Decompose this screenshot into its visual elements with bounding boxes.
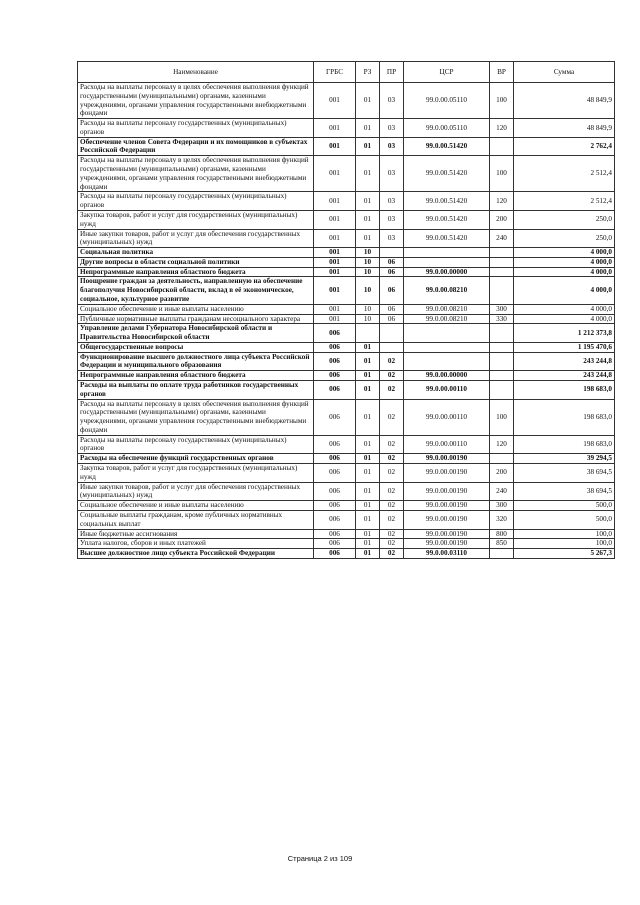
cell-name: Обеспечение членов Совета Федерации и их помощников в субъектах Российской Федерации (78, 137, 314, 156)
table-row (78, 192, 615, 211)
cell-pr: 02 (380, 464, 404, 483)
cell-rz (356, 324, 380, 343)
header-sum: Сумма (514, 62, 615, 83)
cell-rz: 01 (356, 435, 380, 454)
cell-sum: 250,0 (514, 210, 615, 229)
cell-rz: 01 (356, 371, 380, 381)
cell-csr: 99.0.00.00000 (404, 371, 490, 381)
cell-grbs: 001 (314, 210, 356, 229)
cell-sum: 198 683,0 (514, 399, 615, 435)
cell-sum: 39 294,5 (514, 454, 615, 464)
cell-name: Социальные выплаты гражданам, кроме публичных нормативных социальных выплат (78, 510, 314, 529)
cell-rz: 01 (356, 83, 380, 119)
cell-pr: 03 (380, 210, 404, 229)
cell-sum: 4 000,0 (514, 267, 615, 277)
table-row (78, 83, 615, 119)
cell-vr: 200 (490, 464, 514, 483)
cell-csr: 99.0.00.00110 (404, 381, 490, 400)
cell-rz: 01 (356, 210, 380, 229)
header-grbs: ГРБС (314, 62, 356, 83)
cell-csr: 99.0.00.51420 (404, 229, 490, 248)
cell-grbs: 001 (314, 257, 356, 267)
header-row (78, 62, 615, 83)
cell-csr (404, 257, 490, 267)
cell-name: Расходы на выплаты персоналу в целях обеспечения выполнения функций государственными (муниципальными) органами, казенными учреждениями, органами управления государственными внебюджетными фондами (78, 156, 314, 192)
table-row (78, 119, 615, 138)
cell-csr: 99.0.00.00190 (404, 529, 490, 539)
cell-vr (490, 277, 514, 304)
cell-grbs: 006 (314, 510, 356, 529)
cell-grbs: 001 (314, 304, 356, 314)
cell-pr: 02 (380, 399, 404, 435)
table-row (78, 267, 615, 277)
cell-grbs: 001 (314, 229, 356, 248)
table-row (78, 501, 615, 511)
cell-sum: 100,0 (514, 539, 615, 549)
table-row (78, 454, 615, 464)
cell-csr: 99.0.00.00110 (404, 399, 490, 435)
cell-grbs: 006 (314, 529, 356, 539)
cell-rz: 10 (356, 277, 380, 304)
cell-grbs: 006 (314, 352, 356, 371)
cell-rz: 01 (356, 229, 380, 248)
cell-grbs: 001 (314, 119, 356, 138)
table-row (78, 324, 615, 343)
cell-pr: 06 (380, 304, 404, 314)
cell-grbs: 001 (314, 192, 356, 211)
header-rz: РЗ (356, 62, 380, 83)
cell-grbs: 006 (314, 454, 356, 464)
cell-rz: 01 (356, 342, 380, 352)
cell-csr (404, 324, 490, 343)
cell-vr: 300 (490, 501, 514, 511)
cell-rz: 01 (356, 399, 380, 435)
cell-csr: 99.0.00.51420 (404, 210, 490, 229)
cell-rz: 01 (356, 137, 380, 156)
cell-rz: 10 (356, 248, 380, 258)
table-row (78, 399, 615, 435)
cell-pr: 02 (380, 529, 404, 539)
header-vr: ВР (490, 62, 514, 83)
cell-vr (490, 352, 514, 371)
cell-csr: 99.0.00.51420 (404, 156, 490, 192)
table-row (78, 352, 615, 371)
table-row (78, 156, 615, 192)
table-row (78, 304, 615, 314)
cell-sum: 243 244,8 (514, 352, 615, 371)
cell-rz: 01 (356, 539, 380, 549)
cell-name: Социальная политика (78, 248, 314, 258)
cell-name: Общегосударственные вопросы (78, 342, 314, 352)
cell-csr: 99.0.00.05110 (404, 119, 490, 138)
cell-pr: 02 (380, 454, 404, 464)
cell-vr: 100 (490, 156, 514, 192)
cell-grbs: 001 (314, 83, 356, 119)
cell-vr: 330 (490, 314, 514, 324)
cell-grbs: 006 (314, 381, 356, 400)
cell-sum: 48 849,9 (514, 119, 615, 138)
cell-csr: 99.0.00.08210 (404, 304, 490, 314)
cell-rz: 01 (356, 454, 380, 464)
cell-sum: 4 000,0 (514, 277, 615, 304)
cell-csr: 99.0.00.51420 (404, 192, 490, 211)
cell-vr: 800 (490, 529, 514, 539)
cell-name: Иные бюджетные ассигнования (78, 529, 314, 539)
cell-rz: 01 (356, 352, 380, 371)
cell-grbs: 001 (314, 248, 356, 258)
cell-vr: 100 (490, 399, 514, 435)
cell-csr: 99.0.00.00000 (404, 267, 490, 277)
cell-rz: 01 (356, 510, 380, 529)
cell-sum: 48 849,9 (514, 83, 615, 119)
cell-grbs: 006 (314, 435, 356, 454)
cell-rz: 10 (356, 314, 380, 324)
cell-pr: 03 (380, 137, 404, 156)
cell-grbs: 001 (314, 137, 356, 156)
cell-vr (490, 454, 514, 464)
cell-pr: 02 (380, 501, 404, 511)
page-number: Страница 2 из 109 (287, 854, 353, 863)
cell-pr: 03 (380, 119, 404, 138)
cell-csr: 99.0.00.00190 (404, 454, 490, 464)
cell-name: Уплата налогов, сборов и иных платежей (78, 539, 314, 549)
cell-name: Расходы на выплаты персоналу государственных (муниципальных) органов (78, 119, 314, 138)
cell-grbs: 001 (314, 267, 356, 277)
cell-sum: 198 683,0 (514, 381, 615, 400)
cell-grbs: 006 (314, 399, 356, 435)
cell-pr: 06 (380, 314, 404, 324)
cell-csr (404, 342, 490, 352)
table-row (78, 257, 615, 267)
cell-rz: 01 (356, 549, 380, 559)
cell-grbs: 006 (314, 539, 356, 549)
cell-grbs: 006 (314, 342, 356, 352)
cell-grbs: 006 (314, 371, 356, 381)
cell-sum: 4 000,0 (514, 314, 615, 324)
header-csr: ЦСР (404, 62, 490, 83)
cell-rz: 01 (356, 119, 380, 138)
cell-pr: 06 (380, 257, 404, 267)
cell-vr: 100 (490, 83, 514, 119)
cell-pr: 02 (380, 482, 404, 501)
cell-csr (404, 248, 490, 258)
cell-vr (490, 371, 514, 381)
cell-vr: 120 (490, 192, 514, 211)
cell-name: Управление делами Губернатора Новосибирской области и Правительства Новосибирской области (78, 324, 314, 343)
cell-grbs: 006 (314, 501, 356, 511)
cell-name: Расходы на выплаты по оплате труда работников государственных органов (78, 381, 314, 400)
cell-pr: 02 (380, 539, 404, 549)
cell-name: Социальное обеспечение и иные выплаты населению (78, 501, 314, 511)
cell-grbs: 001 (314, 277, 356, 304)
cell-csr: 99.0.00.08210 (404, 314, 490, 324)
header-pr: ПР (380, 62, 404, 83)
table-row (78, 482, 615, 501)
cell-vr (490, 342, 514, 352)
cell-csr (404, 352, 490, 371)
cell-rz: 10 (356, 257, 380, 267)
cell-vr (490, 381, 514, 400)
cell-name: Функционирование высшего должностного лица субъекта Российской Федерации и муниципального образования (78, 352, 314, 371)
cell-pr (380, 342, 404, 352)
cell-name: Высшее должностное лицо субъекта Российской Федерации (78, 549, 314, 559)
cell-vr: 850 (490, 539, 514, 549)
header-name: Наименование (78, 62, 314, 83)
cell-vr (490, 257, 514, 267)
cell-vr (490, 248, 514, 258)
cell-name: Расходы на выплаты персоналу государственных (муниципальных) органов (78, 192, 314, 211)
cell-pr: 03 (380, 192, 404, 211)
cell-pr: 03 (380, 83, 404, 119)
cell-vr: 240 (490, 229, 514, 248)
cell-pr (380, 324, 404, 343)
table-row (78, 371, 615, 381)
table-row (78, 277, 615, 304)
cell-pr: 03 (380, 156, 404, 192)
table-row (78, 529, 615, 539)
cell-name: Закупка товаров, работ и услуг для государственных (муниципальных) нужд (78, 210, 314, 229)
cell-sum: 4 000,0 (514, 304, 615, 314)
cell-csr: 99.0.00.03110 (404, 549, 490, 559)
cell-csr: 99.0.00.00110 (404, 435, 490, 454)
table-body (78, 83, 615, 559)
cell-sum: 2 762,4 (514, 137, 615, 156)
cell-grbs: 006 (314, 482, 356, 501)
cell-sum: 500,0 (514, 501, 615, 511)
table-row (78, 435, 615, 454)
cell-name: Непрограммные направления областного бюджета (78, 371, 314, 381)
cell-rz: 10 (356, 304, 380, 314)
cell-sum: 250,0 (514, 229, 615, 248)
cell-sum: 243 244,8 (514, 371, 615, 381)
cell-name: Публичные нормативные выплаты гражданам несоциального характера (78, 314, 314, 324)
cell-vr (490, 549, 514, 559)
cell-pr: 02 (380, 435, 404, 454)
cell-name: Иные закупки товаров, работ и услуг для обеспечения государственных (муниципальных) нужд (78, 482, 314, 501)
table-row (78, 539, 615, 549)
cell-csr: 99.0.00.00190 (404, 539, 490, 549)
cell-vr: 320 (490, 510, 514, 529)
cell-name: Поощрение граждан за деятельность, направленную на обеспечение благополучия Новосибирской области, вклад в её экономическое, социальное, культурное развитие (78, 277, 314, 304)
cell-name: Непрограммные направления областного бюджета (78, 267, 314, 277)
cell-sum: 198 683,0 (514, 435, 615, 454)
cell-rz: 01 (356, 381, 380, 400)
cell-pr: 02 (380, 510, 404, 529)
table-row (78, 342, 615, 352)
cell-name: Расходы на выплаты персоналу в целях обеспечения выполнения функций государственными (муниципальными) органами, казенными учреждениями, органами управления государственными внебюджетными фондами (78, 399, 314, 435)
cell-sum: 2 512,4 (514, 192, 615, 211)
cell-sum: 4 000,0 (514, 248, 615, 258)
cell-vr: 200 (490, 210, 514, 229)
cell-sum: 38 694,5 (514, 464, 615, 483)
table-row (78, 210, 615, 229)
cell-pr: 06 (380, 277, 404, 304)
cell-pr: 02 (380, 549, 404, 559)
cell-grbs: 006 (314, 464, 356, 483)
cell-sum: 38 694,5 (514, 482, 615, 501)
cell-rz: 10 (356, 267, 380, 277)
cell-sum: 1 212 373,8 (514, 324, 615, 343)
table-row (78, 381, 615, 400)
cell-name: Социальное обеспечение и иные выплаты населению (78, 304, 314, 314)
cell-vr: 300 (490, 304, 514, 314)
table-row (78, 137, 615, 156)
cell-rz: 01 (356, 464, 380, 483)
table-row (78, 314, 615, 324)
cell-name: Иные закупки товаров, работ и услуг для обеспечения государственных (муниципальных) нужд (78, 229, 314, 248)
cell-grbs: 006 (314, 324, 356, 343)
cell-sum: 500,0 (514, 510, 615, 529)
table-row (78, 549, 615, 559)
table-row (78, 248, 615, 258)
cell-name: Расходы на обеспечение функций государственных органов (78, 454, 314, 464)
cell-pr: 02 (380, 381, 404, 400)
cell-vr: 120 (490, 119, 514, 138)
cell-grbs: 001 (314, 314, 356, 324)
cell-pr (380, 248, 404, 258)
cell-pr: 02 (380, 352, 404, 371)
cell-vr: 120 (490, 435, 514, 454)
cell-rz: 01 (356, 192, 380, 211)
cell-name: Закупка товаров, работ и услуг для государственных (муниципальных) нужд (78, 464, 314, 483)
cell-csr: 99.0.00.08210 (404, 277, 490, 304)
table-row (78, 229, 615, 248)
cell-sum: 100,0 (514, 529, 615, 539)
cell-sum: 5 267,3 (514, 549, 615, 559)
cell-grbs: 001 (314, 156, 356, 192)
cell-csr: 99.0.00.00190 (404, 510, 490, 529)
cell-csr: 99.0.00.51420 (404, 137, 490, 156)
cell-rz: 01 (356, 501, 380, 511)
cell-sum: 1 195 470,6 (514, 342, 615, 352)
cell-sum: 4 000,0 (514, 257, 615, 267)
cell-vr (490, 324, 514, 343)
cell-pr: 06 (380, 267, 404, 277)
cell-vr (490, 267, 514, 277)
cell-pr: 02 (380, 371, 404, 381)
cell-csr: 99.0.00.00190 (404, 482, 490, 501)
table-row (78, 464, 615, 483)
cell-rz: 01 (356, 156, 380, 192)
cell-pr: 03 (380, 229, 404, 248)
cell-csr: 99.0.00.00190 (404, 501, 490, 511)
cell-name: Расходы на выплаты персоналу государственных (муниципальных) органов (78, 435, 314, 454)
cell-name: Другие вопросы в области социальной политики (78, 257, 314, 267)
cell-rz: 01 (356, 482, 380, 501)
cell-grbs: 006 (314, 549, 356, 559)
cell-csr: 99.0.00.00190 (404, 464, 490, 483)
cell-name: Расходы на выплаты персоналу в целях обеспечения выполнения функций государственными (муниципальными) органами, казенными учреждениями, органами управления государственными внебюджетными фондами (78, 83, 314, 119)
budget-table (77, 61, 615, 559)
cell-rz: 01 (356, 529, 380, 539)
cell-vr (490, 137, 514, 156)
cell-csr: 99.0.00.05110 (404, 83, 490, 119)
cell-vr: 240 (490, 482, 514, 501)
cell-sum: 2 512,4 (514, 156, 615, 192)
table-row (78, 510, 615, 529)
